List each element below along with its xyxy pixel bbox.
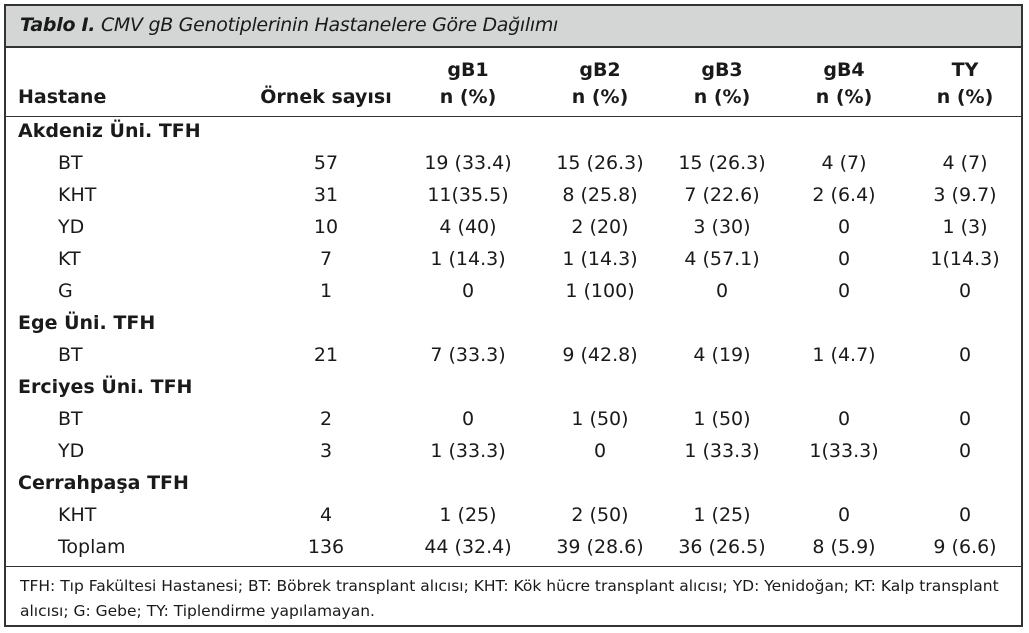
title-bar [6, 6, 1021, 48]
row-label: BT [58, 152, 83, 174]
row-label: Toplam [58, 536, 126, 558]
table-cell: 7 (33.3) [430, 344, 506, 366]
header-gb3-unit: n (%) [693, 86, 751, 108]
row-label: KT [58, 248, 81, 270]
group-heading: Cerrahpaşa TFH [18, 472, 189, 494]
table-cell: 0 [837, 248, 851, 270]
row-label: KHT [58, 504, 97, 526]
table-cell: 0 [837, 216, 851, 238]
table-cell: 11(35.5) [427, 184, 509, 206]
row-label: YD [58, 440, 85, 462]
table-cell: 36 (26.5) [678, 536, 766, 558]
header-gb3: gB3 [701, 59, 743, 81]
table-cell: 0 [837, 504, 851, 526]
header-samples: Örnek sayısı [260, 86, 392, 108]
table-cell: 0 [958, 280, 972, 302]
table-cell: 1 [319, 280, 333, 302]
table-cell: 1 (25) [439, 504, 497, 526]
group-heading: Akdeniz Üni. TFH [18, 120, 201, 142]
header-gb1-unit: n (%) [439, 86, 497, 108]
table-cell: 15 (26.3) [556, 152, 644, 174]
table-caption: CMV gB Genotiplerinin Hastanelere Göre Dağılımı [100, 14, 559, 36]
table-cell: 1 (100) [565, 280, 635, 302]
table-cell: 19 (33.4) [424, 152, 512, 174]
header-ty: TY [951, 59, 979, 81]
table-cell: 7 (22.6) [684, 184, 760, 206]
table-cell: 1 (50) [571, 408, 629, 430]
table-cell: 1 (4.7) [812, 344, 876, 366]
table-cell: 39 (28.6) [556, 536, 644, 558]
row-label: BT [58, 408, 83, 430]
row-label: YD [58, 216, 85, 238]
table-cell: 0 [837, 280, 851, 302]
header-gb1: gB1 [447, 59, 489, 81]
table-cell: 2 (50) [571, 504, 629, 526]
header-gb2-unit: n (%) [571, 86, 629, 108]
table-cell: 2 (20) [571, 216, 629, 238]
header-divider [6, 116, 1021, 117]
table-cell: 0 [958, 408, 972, 430]
table-cell: 0 [958, 504, 972, 526]
row-label: G [58, 280, 73, 302]
header-gb4-unit: n (%) [815, 86, 873, 108]
row-label: BT [58, 344, 83, 366]
table-cell: 3 (30) [693, 216, 751, 238]
table-cell: 1 (33.3) [684, 440, 760, 462]
table-cell: 4 (40) [439, 216, 497, 238]
table-cell: 3 [319, 440, 333, 462]
table-cell: 4 (19) [693, 344, 751, 366]
header-ty-unit: n (%) [936, 86, 994, 108]
table-cell: 0 [461, 280, 475, 302]
table-cell: 136 [307, 536, 345, 558]
table-cell: 0 [461, 408, 475, 430]
table-cell: 1 (33.3) [430, 440, 506, 462]
group-heading: Erciyes Üni. TFH [18, 376, 193, 398]
table-cell: 9 (42.8) [562, 344, 638, 366]
table-cell: 4 (7) [942, 152, 988, 174]
table-cell: 4 (57.1) [684, 248, 760, 270]
footer-divider [6, 566, 1021, 567]
table-cell: 2 (6.4) [812, 184, 876, 206]
table-cell: 1 (14.3) [430, 248, 506, 270]
table-frame [4, 4, 1023, 627]
table-cell: 21 [313, 344, 339, 366]
table-cell: 3 (9.7) [933, 184, 997, 206]
table-label: Tablo I. [20, 14, 96, 36]
table-cell: 31 [313, 184, 339, 206]
table-cell: 1 (3) [942, 216, 988, 238]
table-cell: 2 [319, 408, 333, 430]
table-cell: 7 [319, 248, 333, 270]
table-cell: 57 [313, 152, 339, 174]
header-gb2: gB2 [579, 59, 621, 81]
table-cell: 44 (32.4) [424, 536, 512, 558]
table-cell: 10 [313, 216, 339, 238]
table-cell: 0 [715, 280, 729, 302]
table-cell: 1 (14.3) [562, 248, 638, 270]
table-cell: 0 [958, 344, 972, 366]
table-footnote: TFH: Tıp Fakültesi Hastanesi; BT: Böbrek transplant alıcısı; KHT: Kök hücre transplant alıcısı; YD: Yenidoğan; KT: Kalp transplant alıcısı; G: Gebe; TY: Tiplendirme yapılamayan. [20, 577, 999, 620]
table-cell: 1 (50) [693, 408, 751, 430]
row-label: KHT [58, 184, 97, 206]
table-cell: 0 [958, 440, 972, 462]
table-cell: 8 (25.8) [562, 184, 638, 206]
table-title [20, 14, 558, 36]
table-cell: 1(33.3) [809, 440, 879, 462]
table-cell: 8 (5.9) [812, 536, 876, 558]
table-cell: 0 [593, 440, 607, 462]
header-gb4: gB4 [823, 59, 865, 81]
table-cell: 1(14.3) [930, 248, 1000, 270]
table-cell: 4 (7) [821, 152, 867, 174]
table-cell: 1 (25) [693, 504, 751, 526]
table-cell: 9 (6.6) [933, 536, 997, 558]
table-cell: 0 [837, 408, 851, 430]
table-cell: 4 [319, 504, 333, 526]
table-cell: 15 (26.3) [678, 152, 766, 174]
group-heading: Ege Üni. TFH [18, 312, 156, 334]
header-hospital: Hastane [18, 86, 107, 108]
